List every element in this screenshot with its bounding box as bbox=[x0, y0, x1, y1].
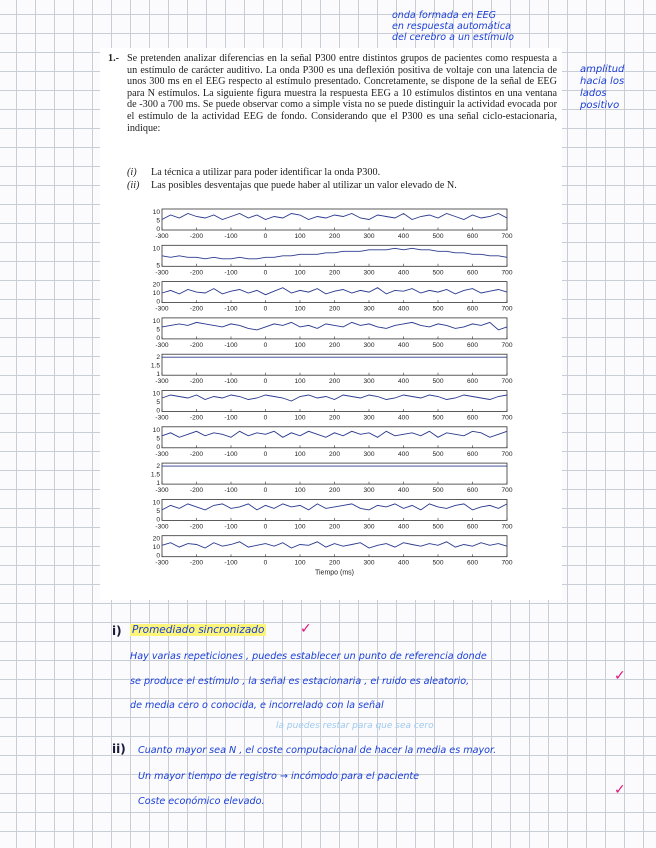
subquestion-i-text: La técnica a utilizar para poder identificar la onda P300. bbox=[151, 167, 381, 178]
x-tick-label: 400 bbox=[397, 233, 410, 240]
x-tick-label: 300 bbox=[363, 233, 375, 240]
x-tick-label: 500 bbox=[432, 450, 444, 458]
y-tick-label: 10 bbox=[152, 209, 160, 216]
eeg-trace bbox=[162, 214, 507, 220]
x-tick-label: 0 bbox=[263, 559, 268, 567]
x-tick-label: 100 bbox=[294, 414, 306, 422]
answer-i-label: i) bbox=[112, 624, 122, 638]
x-tick-label: 100 bbox=[294, 378, 306, 386]
y-tick-label: 10 bbox=[152, 544, 160, 552]
answer-i-faded-note: la puedes restar para que sea cero bbox=[276, 721, 434, 731]
x-tick-label: 300 bbox=[363, 487, 375, 495]
x-tick-label: 500 bbox=[432, 378, 444, 386]
eeg-trace bbox=[162, 504, 507, 510]
right-annotation-line: amplitud bbox=[580, 64, 625, 75]
x-tick-label: -100 bbox=[224, 233, 238, 240]
x-tick-label: 500 bbox=[432, 414, 444, 422]
y-tick-label: 1.5 bbox=[150, 471, 160, 479]
subquestion-i-marker: (i) bbox=[127, 167, 137, 178]
x-tick-label: -300 bbox=[155, 341, 169, 349]
x-tick-label: -200 bbox=[189, 378, 204, 386]
x-tick-label: -300 bbox=[155, 269, 169, 277]
y-tick-label: 10 bbox=[152, 426, 160, 434]
y-tick-label: 5 bbox=[156, 435, 160, 443]
x-tick-label: -300 bbox=[155, 523, 169, 531]
panel-frame bbox=[162, 209, 507, 230]
x-tick-label: 0 bbox=[263, 487, 268, 495]
x-tick-label: 500 bbox=[432, 269, 444, 277]
x-tick-label: 400 bbox=[397, 269, 410, 277]
x-tick-label: 200 bbox=[328, 414, 341, 422]
x-tick-label: 0 bbox=[263, 305, 268, 313]
x-tick-label: 500 bbox=[432, 305, 444, 313]
top-annotation-line: en respuesta automática bbox=[392, 21, 511, 32]
right-annotation bbox=[580, 64, 624, 112]
answer-ii-line: Un mayor tiempo de registro → incómodo para el paciente bbox=[138, 771, 420, 782]
y-tick-label: 10 bbox=[152, 390, 160, 398]
x-tick-label: 200 bbox=[328, 269, 341, 277]
y-tick-label: 1 bbox=[156, 480, 160, 488]
x-tick-label: 100 bbox=[294, 559, 306, 567]
x-tick-label: 500 bbox=[432, 233, 444, 240]
x-tick-label: -300 bbox=[155, 559, 169, 567]
answer-i-line: de media cero o conocida, e incorrelado con la señal bbox=[130, 700, 384, 711]
x-tick-label: -300 bbox=[155, 487, 169, 495]
x-tick-label: 300 bbox=[363, 378, 375, 386]
x-tick-label: 100 bbox=[294, 487, 306, 495]
x-tick-label: 700 bbox=[501, 305, 513, 313]
y-tick-label: 0 bbox=[156, 334, 160, 342]
subquestion-ii-text: Las posibles desventajas que puede haber al utilizar un valor elevado de N. bbox=[151, 180, 457, 191]
x-tick-label: 600 bbox=[466, 378, 479, 386]
x-tick-label: 100 bbox=[294, 233, 306, 240]
x-tick-label: 200 bbox=[328, 487, 341, 495]
x-tick-label: -200 bbox=[189, 414, 204, 422]
y-tick-label: 2 bbox=[156, 463, 160, 471]
x-axis-label: Tiempo (ms) bbox=[314, 569, 355, 577]
y-tick-label: 0 bbox=[156, 298, 160, 306]
x-tick-label: 300 bbox=[363, 414, 375, 422]
y-tick-label: 0 bbox=[156, 407, 160, 415]
x-tick-label: -100 bbox=[224, 341, 238, 349]
x-tick-label: 0 bbox=[263, 378, 268, 386]
x-tick-label: 200 bbox=[328, 378, 341, 386]
eeg-trace bbox=[162, 248, 507, 258]
eeg-trace bbox=[162, 288, 507, 295]
eeg-trace bbox=[162, 542, 507, 548]
x-tick-label: 100 bbox=[294, 305, 306, 313]
y-tick-label: 20 bbox=[152, 535, 160, 543]
y-tick-label: 0 bbox=[156, 226, 160, 233]
x-tick-label: 700 bbox=[501, 487, 513, 495]
y-tick-label: 5 bbox=[156, 326, 160, 334]
x-tick-label: 100 bbox=[294, 269, 306, 277]
x-tick-label: -100 bbox=[224, 414, 238, 422]
x-tick-label: 600 bbox=[466, 523, 479, 531]
x-tick-label: 600 bbox=[466, 414, 479, 422]
y-tick-label: 2 bbox=[156, 354, 160, 362]
x-tick-label: 400 bbox=[397, 378, 410, 386]
x-tick-label: 700 bbox=[501, 378, 513, 386]
y-tick-label: 1 bbox=[156, 371, 160, 379]
y-tick-label: 5 bbox=[156, 399, 160, 406]
x-tick-label: 300 bbox=[363, 559, 375, 567]
x-tick-label: -200 bbox=[189, 233, 204, 240]
x-tick-label: 400 bbox=[397, 450, 410, 458]
check-mark-icon: ✓ bbox=[300, 621, 312, 637]
x-tick-label: -200 bbox=[189, 450, 204, 458]
x-tick-label: 500 bbox=[432, 487, 444, 495]
answer-i-title-text: Promediado sincronizado bbox=[132, 624, 265, 636]
x-tick-label: 300 bbox=[363, 305, 375, 313]
check-mark-icon: ✓ bbox=[614, 668, 626, 684]
x-tick-label: 700 bbox=[501, 414, 513, 422]
x-tick-label: 500 bbox=[432, 559, 444, 567]
x-tick-label: -200 bbox=[189, 487, 204, 495]
x-tick-label: -200 bbox=[189, 341, 204, 349]
x-tick-label: -200 bbox=[189, 305, 204, 313]
x-tick-label: 200 bbox=[328, 305, 341, 313]
top-annotation-line: onda formada en EEG bbox=[392, 10, 496, 21]
x-tick-label: -300 bbox=[155, 233, 169, 240]
x-tick-label: 200 bbox=[328, 450, 341, 458]
y-tick-label: 5 bbox=[156, 262, 160, 270]
x-tick-label: 700 bbox=[501, 341, 513, 349]
y-tick-label: 10 bbox=[152, 317, 160, 325]
x-tick-label: -200 bbox=[189, 269, 204, 277]
x-tick-label: 400 bbox=[397, 341, 410, 349]
x-tick-label: 0 bbox=[263, 341, 268, 349]
x-tick-label: 100 bbox=[294, 450, 306, 458]
x-tick-label: 600 bbox=[466, 559, 479, 567]
x-tick-label: 600 bbox=[466, 341, 479, 349]
x-tick-label: -200 bbox=[189, 559, 204, 567]
x-tick-label: 700 bbox=[501, 269, 513, 277]
x-tick-label: -100 bbox=[224, 523, 238, 531]
x-tick-label: -100 bbox=[224, 378, 238, 386]
y-tick-label: 1.5 bbox=[150, 362, 160, 370]
x-tick-label: -100 bbox=[224, 559, 238, 567]
answer-ii-line: Cuanto mayor sea N , el coste computacional de hacer la media es mayor. bbox=[138, 745, 497, 756]
top-annotation bbox=[392, 10, 514, 43]
panel-frame bbox=[162, 499, 507, 520]
x-tick-label: 0 bbox=[263, 523, 268, 531]
y-tick-label: 10 bbox=[152, 499, 160, 507]
answer-i-line: se produce el estímulo , la señal es estacionaria , el ruido es aleatorio, bbox=[130, 676, 470, 687]
answer-ii-line: Coste económico elevado. bbox=[138, 796, 265, 807]
x-tick-label: -100 bbox=[224, 450, 238, 458]
answer-i-line: Hay varias repeticiones , puedes establecer un punto de referencia donde bbox=[130, 651, 487, 662]
right-annotation-line: positivo bbox=[580, 100, 620, 111]
x-tick-label: 0 bbox=[263, 450, 268, 458]
x-tick-label: -300 bbox=[155, 450, 169, 458]
panel-frame bbox=[162, 282, 507, 303]
x-tick-label: 500 bbox=[432, 341, 444, 349]
x-tick-label: 500 bbox=[432, 523, 444, 531]
y-tick-label: 0 bbox=[156, 552, 160, 560]
x-tick-label: 600 bbox=[466, 233, 479, 240]
x-tick-label: -100 bbox=[224, 487, 238, 495]
panel-frame bbox=[162, 245, 507, 266]
answer-ii-label: ii) bbox=[112, 742, 126, 756]
x-tick-label: 200 bbox=[328, 559, 341, 567]
x-tick-label: -100 bbox=[224, 305, 238, 313]
x-tick-label: 100 bbox=[294, 341, 306, 349]
x-tick-label: 600 bbox=[466, 305, 479, 313]
y-tick-label: 10 bbox=[152, 245, 160, 253]
panel-frame bbox=[162, 427, 507, 448]
y-tick-label: 10 bbox=[152, 290, 160, 298]
x-tick-label: 0 bbox=[263, 414, 268, 422]
x-tick-label: 700 bbox=[501, 450, 513, 458]
y-tick-label: 20 bbox=[152, 281, 160, 289]
x-tick-label: 200 bbox=[328, 341, 341, 349]
y-tick-label: 0 bbox=[156, 516, 160, 524]
x-tick-label: 700 bbox=[501, 233, 513, 240]
x-tick-label: 400 bbox=[397, 305, 410, 313]
right-annotation-line: hacia los bbox=[580, 76, 625, 87]
x-tick-label: 400 bbox=[397, 523, 410, 531]
x-tick-label: 700 bbox=[501, 523, 513, 531]
x-tick-label: 700 bbox=[501, 559, 513, 567]
panel-frame bbox=[162, 536, 507, 557]
subquestion-ii-marker: (ii) bbox=[127, 180, 140, 191]
x-tick-label: 300 bbox=[363, 450, 375, 458]
y-tick-label: 5 bbox=[156, 507, 160, 515]
y-tick-label: 0 bbox=[156, 443, 160, 451]
x-tick-label: 600 bbox=[466, 487, 479, 495]
eeg-trace bbox=[162, 395, 507, 401]
x-tick-label: 200 bbox=[328, 523, 341, 531]
y-tick-label: 5 bbox=[156, 217, 160, 225]
x-tick-label: 400 bbox=[397, 487, 410, 495]
x-tick-label: 300 bbox=[363, 269, 375, 277]
question-number: 1.- bbox=[108, 53, 120, 64]
x-tick-label: 300 bbox=[363, 523, 375, 531]
x-tick-label: -300 bbox=[155, 414, 169, 422]
x-tick-label: 600 bbox=[466, 450, 479, 458]
eeg-trace bbox=[162, 431, 507, 437]
x-tick-label: 0 bbox=[263, 233, 268, 240]
right-annotation-line: lados bbox=[580, 88, 607, 99]
x-tick-label: 200 bbox=[328, 233, 341, 240]
x-tick-label: -100 bbox=[224, 269, 238, 277]
eeg-trace bbox=[162, 322, 507, 330]
x-tick-label: -200 bbox=[189, 523, 204, 531]
x-tick-label: 0 bbox=[263, 269, 268, 277]
answer-i-title bbox=[130, 624, 266, 636]
x-tick-label: 400 bbox=[397, 414, 410, 422]
x-tick-label: 400 bbox=[397, 559, 410, 567]
x-tick-label: 600 bbox=[466, 269, 479, 277]
x-tick-label: -300 bbox=[155, 378, 169, 386]
top-annotation-line: del cerebro a un estímulo bbox=[392, 32, 514, 43]
question-text: Se pretenden analizar diferencias en la señal P300 entre distintos grupos de pacientes como respuesta a un estímulo de carácter auditivo. La onda P300 es una deflexión positiva de voltaje con una latencia de unos 300 ms en el EEG respecto al estímulo presentado. Concretamente, se dispone de la señal de EEG para N estímulos. La siguiente figura muestra la respuesta EEG a 10 estímulos distintos en una ventana de -300 a 700 ms. Se puede observar como a simple vista no se puede distinguir la actividad evocada por el estímulo de la actividad EEG de fondo. Considerando que el P300 es una señal ciclo-estacionaria, indique: bbox=[127, 53, 557, 134]
x-tick-label: 300 bbox=[363, 341, 375, 349]
panel-frame bbox=[162, 391, 507, 412]
check-mark-icon: ✓ bbox=[614, 782, 626, 798]
x-tick-label: 100 bbox=[294, 523, 306, 531]
x-tick-label: -300 bbox=[155, 305, 169, 313]
